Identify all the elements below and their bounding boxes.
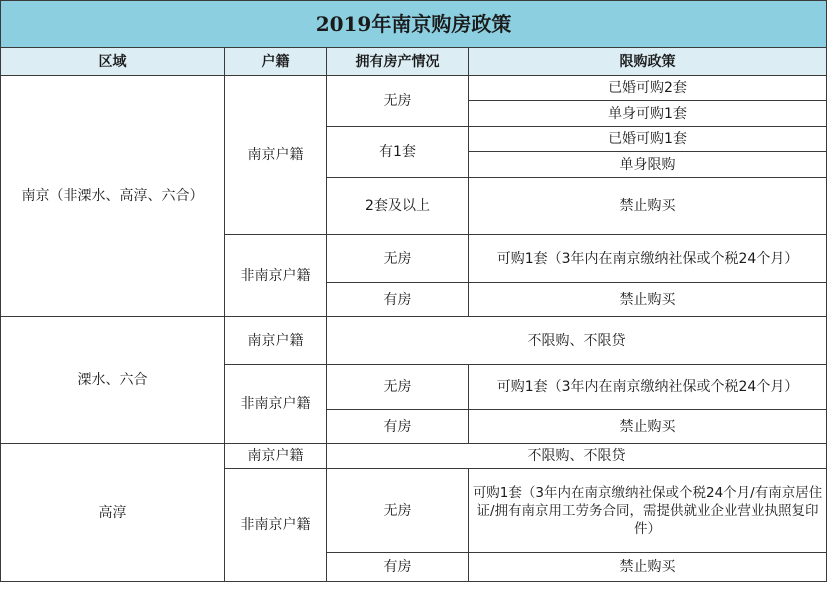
policy-cell: 单身可购1套: [469, 101, 827, 127]
policy-cell: 禁止购买: [469, 178, 827, 235]
housing-cell: 有房: [327, 410, 469, 444]
table-row: [1, 76, 827, 101]
table-row: [1, 444, 827, 469]
housing-cell: 无房: [327, 235, 469, 283]
policy-cell: 可购1套（3年内在南京缴纳社保或个税24个月/有南京居住证/拥有南京用工劳务合同，需提供就业企业营业执照复印件）: [469, 469, 827, 553]
header-policy: 限购政策: [469, 48, 827, 76]
hukou-cell: 南京户籍: [225, 444, 327, 469]
housing-cell: 有1套: [327, 127, 469, 178]
hukou-cell: 南京户籍: [225, 76, 327, 235]
housing-cell: 2套及以上: [327, 178, 469, 235]
hukou-cell: 非南京户籍: [225, 365, 327, 444]
housing-cell: 有房: [327, 553, 469, 582]
table-row: [1, 317, 827, 365]
housing-cell: 无房: [327, 365, 469, 410]
region-cell-lishui: 溧水、六合: [1, 317, 225, 444]
header-hukou: 户籍: [225, 48, 327, 76]
policy-cell: 单身限购: [469, 152, 827, 178]
policy-cell: 禁止购买: [469, 283, 827, 317]
region-cell-nanjing: 南京（非溧水、高淳、六合）: [1, 76, 225, 317]
policy-cell: 禁止购买: [469, 410, 827, 444]
policy-cell: 可购1套（3年内在南京缴纳社保或个税24个月）: [469, 365, 827, 410]
title-row: [1, 1, 827, 48]
header-row: [1, 48, 827, 76]
policy-cell: 已婚可购1套: [469, 127, 827, 152]
policy-cell: 不限购、不限贷: [327, 317, 827, 365]
policy-cell: 可购1套（3年内在南京缴纳社保或个税24个月）: [469, 235, 827, 283]
policy-cell: 不限购、不限贷: [327, 444, 827, 469]
hukou-cell: 非南京户籍: [225, 235, 327, 317]
hukou-cell: 南京户籍: [225, 317, 327, 365]
housing-cell: 无房: [327, 469, 469, 553]
header-housing: 拥有房产情况: [327, 48, 469, 76]
hukou-cell: 非南京户籍: [225, 469, 327, 582]
region-cell-gaochun: 高淳: [1, 444, 225, 582]
header-region: 区域: [1, 48, 225, 76]
table-title: 2019年南京购房政策: [1, 1, 827, 48]
policy-cell: 禁止购买: [469, 553, 827, 582]
housing-cell: 有房: [327, 283, 469, 317]
housing-cell: 无房: [327, 76, 469, 127]
policy-cell: 已婚可购2套: [469, 76, 827, 101]
